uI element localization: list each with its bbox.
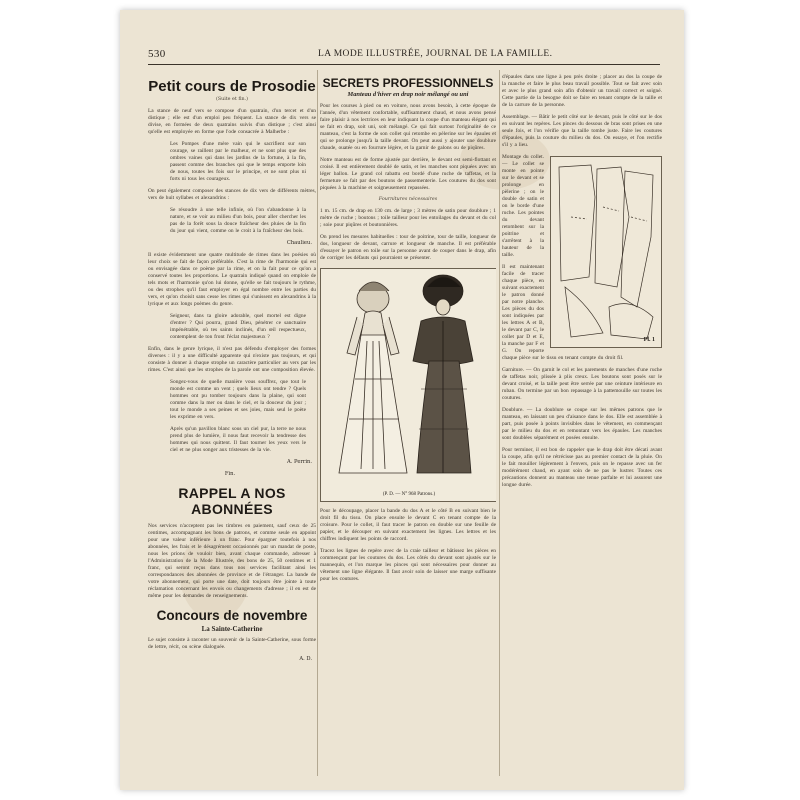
- pattern-figure-wrap: [502, 154, 662, 367]
- column-divider: [317, 70, 318, 776]
- secrets-paragraph: Pour le découpage, placer la bande du dos A et le côté B en suivant bien le droit fil du tissu. On place ensuite le devant C en tenant compte de la croisure. Pour le collet, il faut tracer le patron en double sur une feuille de papier, et le découper en suivant exactement les lignes. Les lettres et les chiffres indiquent les points de raccord.: [320, 508, 496, 542]
- prosodie-paragraph: La stance de neuf vers se compose d'un quatrain, d'un tercet et d'un distique ; elle est d'un emploi peu fréquent. La stance de dix vers se divise, en formées de deux quatrains suivis d'un distique ; c'est ainsi qu'elle est employée en forme que l'ode consacrée à Malherbe :: [148, 108, 316, 135]
- figure-caption: (P. D. — N° 968 Patrons.): [382, 492, 436, 497]
- pattern-diagram: [550, 156, 662, 348]
- concours-title: Concours de novembre: [156, 608, 308, 623]
- prosodie-paragraph: On peut également composer des stances de dix vers de différents mètres, vers de huit syllabes et alexandrins :: [148, 188, 316, 201]
- page-header: [148, 48, 660, 62]
- column-middle: [320, 74, 496, 774]
- secrets-paragraph: Pour les courses à pied ou en voiture, nous avons besoin, à cette époque de l'année, d'un vêtement confortable, suffisamment chaud, et nous avons pensé faire plaisir à nos lectrices en leur indiquant la coupe d'un manteau élégant qui se fait en drap, soit uni, soit mélangé. Ce qui fait surtout l'originalité de ce manteau, c'est la forme de son collet qui retombe en pèlerine sur les épaules et qui se prolonge jusqu'à la taille devant. On peut aussi y ajouter une doublure chaude, ouatée ou en fourrure légère, et la garnir de galons ou de piqûres.: [320, 103, 496, 151]
- prosodie-verse: Seigneur, dans ta gloire adorable, quel mortel est digne d'entrer ? Qui pourra, grand Dieu, pénétrer ce sanctuaire impénétrable, où tes saints inclinés, d'un œil respectueux, contemplent de ton front l'éclat majestueux ?: [170, 313, 306, 340]
- running-title: LA MODE ILLUSTRÉE, JOURNAL DE LA FAMILLE.: [318, 49, 553, 59]
- column-paragraph: d'épaules dans une ligne à peu près droite ; placer au dos la coupe de la manche et faire le plus beau travail possible. Tout se fait avec soin et avec le plus grand soin afin d'obtenir un travail correct et soigné. Cette partie de la besogne doit se faire en tenant compte de la taille et de la carrure de la personne.: [502, 74, 662, 108]
- secrets-subtitle: Manteau d'hiver en drap noir mélangé ou uni: [347, 91, 469, 98]
- secrets-paragraph: 1 m. 15 cm. de drap en 130 cm. de large ; 3 mètres de satin pour doublure ; 1 mètre de ruche ; boutons ; toile tailleur pour les entoilages du devant et du col ; soie pour piqûres et boutonnières.: [320, 208, 496, 228]
- secrets-paragraph: Notre manteau est de forme ajustée par derrière, le devant est semi-flottant et croisé. Il est entièrement doublé de satin, et les manches sont piquées avec un léger ballon. Le grand col rabattu est bordé d'une ruche de taffetas, et la fermeture se fait par des boutons de passementerie. Les coutures du dos sont piquées à la machine et soigneusement repassées.: [320, 157, 496, 191]
- column-paragraph: Pour terminer, il est bon de rappeler que le drap doit être décati avant la coupe, afin qu'il ne rétrécisse pas au premier contact de la pluie. On le fait mouiller légèrement à l'envers, puis on le repasse avec un fer modérément chaud, en ayant soin de ne pas le lustrer. Toutes ces précautions donnent au manteau une tenue parfaite et lui assurent une longue durée.: [502, 447, 662, 488]
- header-rule: [148, 64, 660, 65]
- column-paragraph: Montage du collet. — Le collet se monte en pointe sur le devant et se prolonge en pèlerine ; on le double de satin et on le borde d'une ruche. Les pointes du devant retombent sur la poitrine et s'arrêtent à la hauteur de la taille.: [502, 154, 544, 258]
- prosodie-verse: Songez-vous de quelle manière vous souffrez, que tout le monde est comme un vent ; quels lieux ont tendre ? Quels hommes ont pu tomber toujours dans la plaine, qui sont comme dans la mer ou dans le ciel, et la douceur du jour ; tout le monde a ses peines et ses joies, mais seul le poète les exprime en vers.: [170, 379, 306, 420]
- prosodie-verse: Après qu'un pavillon blanc sous un ciel pur, la terre ne nous prend plus de lumière, il nous faut recevoir la tendresse des hommes qui nous quittent. Il faut tourner les yeux vers le ciel et ne plus songer aux tristesses de la vie.: [170, 426, 306, 453]
- prosodie-paragraph: Enfin, dans le genre lyrique, il n'est pas défendu d'employer des formes diverses : il y a une difficulté apparente qui n'existe pas toujours, et qui consiste à donner à chaque strophe un caractère particulier au vers par les rimes. C'est ainsi que les strophes de la parole ont une composition élevée.: [148, 346, 316, 373]
- prosodie-end: Fin.: [224, 471, 236, 477]
- column-right: [502, 74, 662, 774]
- plate-label: Pl. 1: [643, 337, 655, 343]
- concours-subtitle: La Sainte-Catherine: [201, 625, 263, 633]
- sewing-pattern-drawing: [551, 157, 661, 347]
- secrets-title: SECRETS PROFESSIONNELS: [322, 76, 494, 90]
- fournitures-label: Fournitures nécessaires: [378, 197, 438, 202]
- prosodie-verse: Se résoudre à une telle infinie, où l'on s'abandonne à la nature, et se voir au milieu d'un bois, pour aller chercher les pas de la forêt sous la douce fraîcheur des pluies de la fin du jour qui vient, comme on le croit à la fraîcheur des bois.: [170, 207, 306, 234]
- fashion-illustration: [320, 268, 496, 502]
- rappel-title: RAPPEL A NOS ABONNÉES: [178, 485, 286, 517]
- concours-signature: A. D.: [299, 656, 312, 662]
- concours-paragraph: Le sujet consiste à raconter un souvenir de la Sainte-Catherine, sous forme de lettre, récit, ou scène dialoguée.: [148, 637, 316, 650]
- column-divider: [499, 70, 500, 776]
- two-ladies-engraving: [321, 269, 496, 501]
- prosodie-verse: Les Pompes d'une mère vain qui le sacrifient sur son courage, se raillent par le malheur, et ne sont plus que des ombres vaines qui dans les jardins de la fortune, à la fin, passent comme des branches qui que le temps emporte loin de nous, toutes les fois sur le principe, et ne sont plus ni forts ni tous les courageux.: [170, 141, 306, 182]
- rappel-paragraph: Nos services n'acceptent pas les timbres en paiement, sauf ceux de 25 centimes, accompagnant les bons de patrons, et comme seule en appoint pour une valeur inférieure à un franc. Pour épargner toutefois à nos abonnées, les frais et le désagrément occasionnés par un mandat de poste, nous les prions de vouloir bien, avant chaque commande, adresser à l'Administration de la Mode Illustrée, des bons de 25, 50 centimes et 1 franc, qui seront reçus dans tous nos services facilitant ainsi les correspondances des abonnées de province et de l'étranger. La bande de votre abonnement, qui porte une date, doit toujours être jointe à toute réclamation concernant les envois ou changements d'adresse ; il en est de même pour les demandes de renseignements.: [148, 523, 316, 599]
- page-number: 530: [148, 48, 166, 60]
- prosodie-verse-author: Chaulieu.: [286, 240, 312, 246]
- column-left: [148, 74, 316, 774]
- column-paragraph: Doublure. — La doublure se coupe sur les mêmes patrons que le manteau, en laissant un peu d'aisance dans le dos. Elle est assemblée à part, puis posée à points invisibles dans le vêtement, en commençant par le milieu du dos et en remontant vers les épaules. Les manches sont doublées séparément et posées ensuite.: [502, 407, 662, 441]
- secrets-paragraph: On prend les mesures habituelles : tour de poitrine, tour de taille, longueur de dos, longueur de devant, carrure et longueur de manche. Il est préférable d'essayer le patron en toile sur la personne avant de couper dans le drap, afin de corriger les défauts qui pourraient se présenter.: [320, 234, 496, 261]
- newspaper-page: [120, 10, 684, 790]
- column-paragraph: Garniture. — On garnit le col et les parements de manches d'une ruche de taffetas noir, plissée à plis creux. Les boutons sont posés sur le devant croisé, et la taille peut être serrée par une ceinture intérieure en ruban. On termine par un bon repassage à la pattemouille sur toutes les coutures.: [502, 367, 662, 401]
- prosodie-signature: A. Perrin.: [287, 459, 312, 465]
- prosodie-paragraph: Il existe évidemment une quatre multitude de rimes dans les poésies où leur choix se fait de façon préférable. C'est la rime de l'harmonie qui est ou envisagée dans ce poème par la rime, et on la fait pour ce qu'on a conservé toutes les proportions. Le quatrain indiqué quand on emploie de tels mots et l'harmonie qu'on lui donne, qu'elle se fait toujours le rythme, ou des strophes qu'il faut employer en égal nombre entre les parties du vers, et qu'on choisit sans cesse les rimes qui s'unissent en alexandrins à la lyrique et aux longs poèmes du genre.: [148, 252, 316, 307]
- column-paragraph: Assemblage. — Bâtir le petit côté sur le devant, puis le côté sur le dos en suivant les repères. Les pinces du dessous de bras sont prises en une seule fois, et l'on vérifie que la taille tombe juste. Faire les coutures d'épaules, puis la couture du milieu du dos. On essaye, et l'on rectifie s'il y a lieu.: [502, 114, 662, 148]
- prosodie-byline: (Suite et fin.): [215, 97, 249, 102]
- secrets-paragraph: Tracez les lignes de repère avec de la craie tailleur et bâtissez les pièces en commençant par les coutures du dos. Les côtés du devant sont ajustés sur le mannequin, et l'on marque les pinces qui sont nécessaires pour donner au vêtement une ligne élégante. Il faut avoir soin de laisser une marge suffisante pour les coutures.: [320, 548, 496, 582]
- prosodie-title: Petit cours de Prosodie: [148, 78, 316, 95]
- column-paragraph: Il est maintenant facile de tracer chaque pièce, en suivant exactement le patron donné par notre planche. Les pièces du dos sont indiquées par les lettres A et B, le devant par C, le collet par D et E, la manche par F et G. On reporte chaque pièce sur le tissu en tenant compte du droit fil.: [502, 264, 624, 361]
